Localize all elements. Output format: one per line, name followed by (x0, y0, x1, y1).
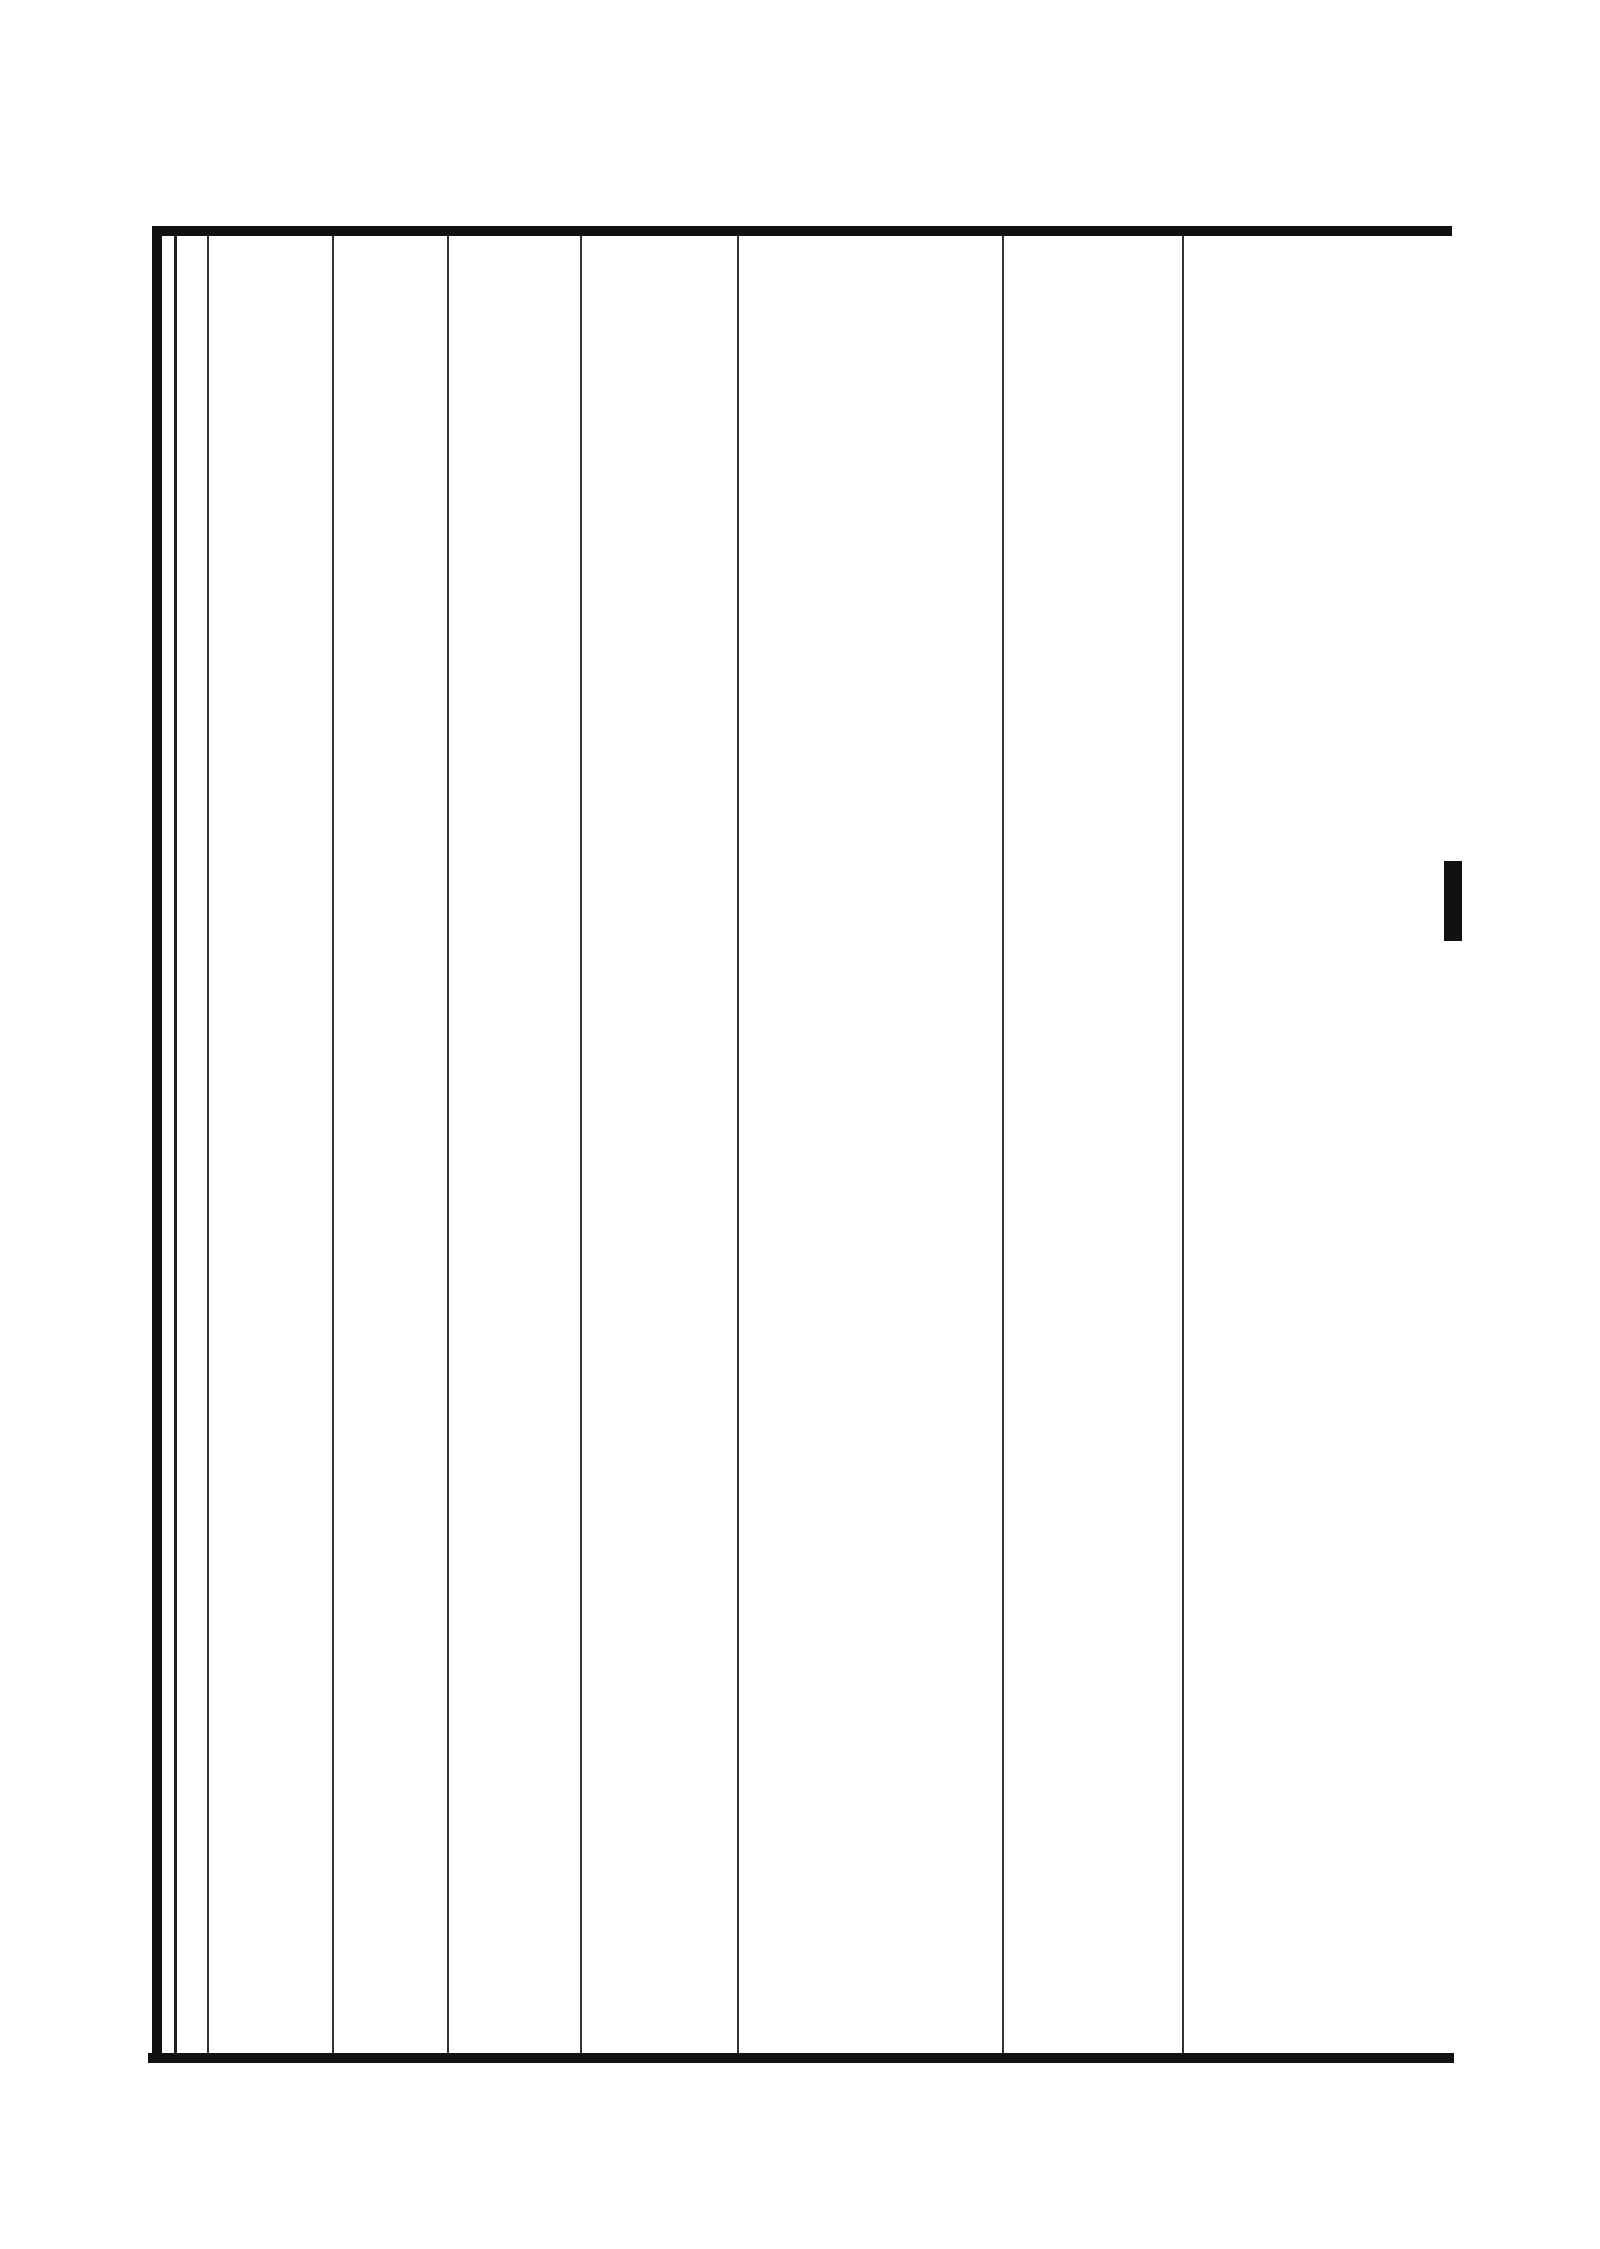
fishtail-mark (1444, 861, 1462, 941)
column-divider (447, 236, 449, 2053)
left-inner-rule (174, 236, 177, 2053)
column-divider (737, 236, 739, 2053)
left-border-rule (152, 226, 162, 2063)
page-frame (152, 226, 1452, 2061)
column-divider (207, 236, 209, 2053)
column-divider (1182, 236, 1184, 2053)
bottom-border-rule (148, 2053, 1454, 2063)
column-divider (580, 236, 582, 2053)
top-border-rule (152, 226, 1452, 236)
column-divider (332, 236, 334, 2053)
column-divider (1002, 236, 1004, 2053)
